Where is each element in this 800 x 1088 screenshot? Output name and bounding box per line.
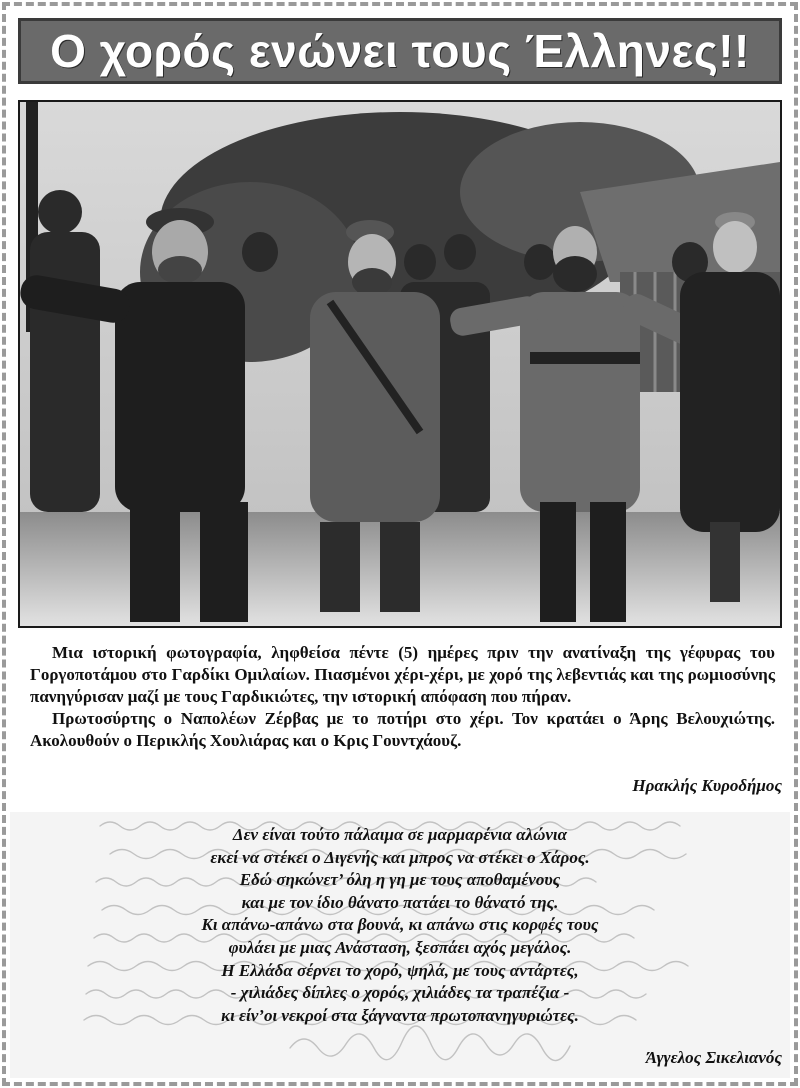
poem-line: και με τον ίδιο θάνατο πατάει το θάνατό της.: [241, 892, 559, 912]
caption-author: Ηρακλής Κυροδήμος: [632, 776, 782, 795]
caption-paragraph-1: Μια ιστορική φωτογραφία, ληφθείσα πέντε (5) ημέρες πριν την ανατίναξη της γέφυρας του Γοργοποτάμου στο Γαρδίκι Ομιλαίων. Πιασμένοι χέρι-χέρι, με χορό της λεβεντιάς και της ρωμιοσύνης πανηγύρισαν μαζί με τους Γαρδικιώτες, την ιστορική απόφαση που πήραν.: [30, 643, 775, 706]
poem-line: Εδώ σηκώνετ’ όλη η γη με τους αποθαμένους: [239, 870, 561, 890]
poem-line: φυλάει με μιας Ανάσταση, ξεσπάει αχός μεγάλος.: [228, 937, 572, 957]
title-banner: [18, 18, 782, 84]
poem-line: - χιλιάδες δίπλες ο χορός, χιλιάδες τα τραπέζια -: [230, 983, 570, 1003]
poem-line: εκεί να στέκει ο Διγενής και μπρος να στέκει ο Χάρος.: [210, 847, 590, 867]
poem-line: Δεν είναι τούτο πάλαιμα σε μαρμαρένια αλώνια: [232, 825, 568, 844]
photo-caption: [30, 642, 775, 752]
poem-box: [10, 812, 790, 1078]
poem-author: Άγγελος Σικελιανός: [645, 1048, 782, 1067]
historic-photo: [18, 100, 782, 628]
caption-paragraph-2: Πρωτοσύρτης ο Ναπολέων Ζέρβας με το ποτήρι στο χέρι. Τον κρατάει ο Άρης Βελουχιώτης. Ακολουθούν ο Περικλής Χουλιάρας και ο Κρις Γουντχάουζ.: [30, 709, 775, 750]
poem-line: κι είν’οι νεκροί στα ξάγναντα πρωτοπανηγυριώτες.: [221, 1005, 579, 1025]
poem-line: Κι απάνω-απάνω στα βουνά, κι απάνω στις κορφές τους: [201, 915, 599, 935]
page-title: Ο χορός ενώνει τους Έλληνες!!: [50, 25, 750, 77]
poem-line: Η Ελλάδα σέρνει το χορό, ψηλά, με τους αντάρτες,: [221, 960, 579, 980]
poem: [10, 824, 790, 1027]
